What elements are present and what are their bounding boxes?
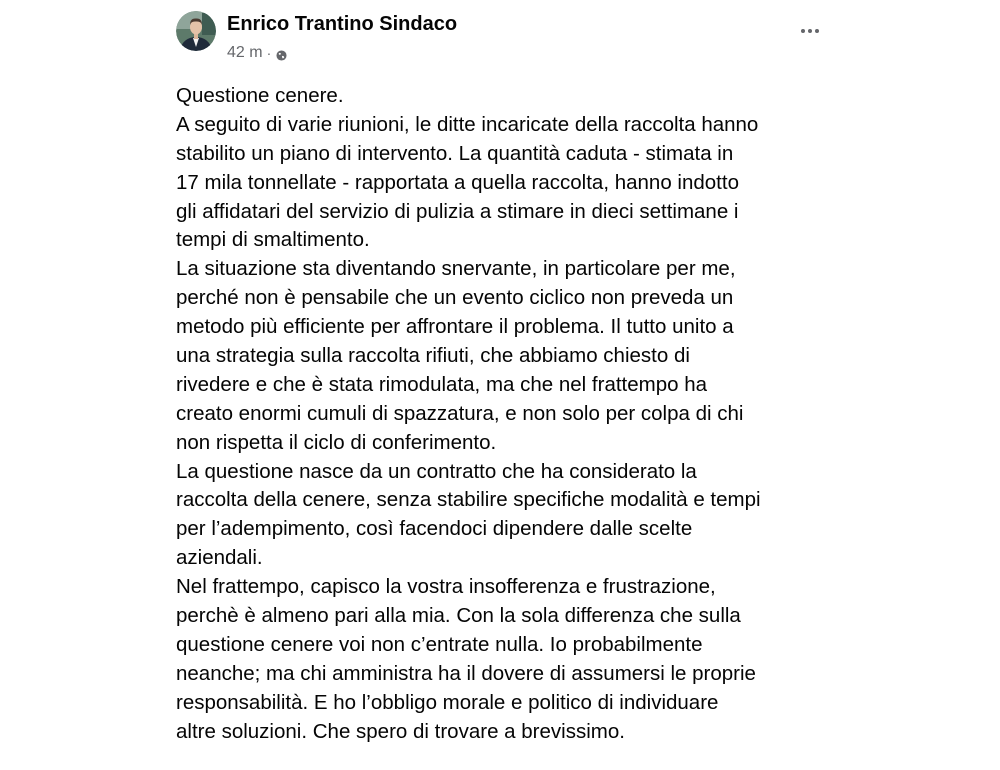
post-text-line: una strategia sulla raccolta rifiuti, che abbiamo chiesto di [176, 344, 690, 368]
avatar-photo [176, 11, 216, 51]
meta-separator: · [266, 45, 272, 61]
post-text-line: Questione cenere. [176, 84, 344, 107]
post-text-line: La questione nasce da un contratto che ha considerato la [176, 459, 697, 483]
post-meta [227, 44, 287, 62]
post-text-line: perché non è pensabile che un evento ciclico non preveda un [176, 286, 734, 310]
post-text-line: perchè è almeno pari alla mia. Con la sola differenza che sulla [176, 604, 741, 628]
post-text-line: creato enormi cumuli di spazzatura, e non solo per colpa di chi [176, 401, 744, 425]
post-text-line: raccolta della cenere, senza stabilire specifiche modalità e tempi [176, 488, 761, 512]
post-text-line: gli affidatari del servizio di pulizia a stimare in dieci settimane i [176, 199, 739, 223]
post-text-line: metodo più efficiente per affrontare il problema. Il tutto unito a [176, 315, 734, 339]
post-text-line: 17 mila tonnellate - rapportata a quella raccolta, hanno indotto [176, 170, 739, 194]
more-options-button[interactable] [794, 19, 826, 43]
post-text-line: aziendali. [176, 546, 263, 570]
post-text-line: La situazione sta diventando snervante, in particolare per me, [176, 257, 736, 281]
more-horizontal-icon [801, 29, 819, 33]
globe-icon[interactable] [276, 48, 287, 59]
post-text-line: non rispetta il ciclo di conferimento. [176, 430, 497, 454]
author-name[interactable]: Enrico Trantino Sindaco [227, 13, 458, 35]
post-text-line: tempi di smaltimento. [176, 228, 370, 252]
post-text-line: Nel frattempo, capisco la vostra insofferenza e frustrazione, [176, 575, 716, 599]
post-body [176, 82, 836, 746]
author-avatar[interactable] [176, 11, 216, 51]
post-text-line: per l’adempimento, così facendoci dipendere dalle scelte [176, 517, 693, 541]
post-text-line: rivedere e che è stata rimodulata, ma che nel frattempo ha [176, 372, 708, 396]
post-header [176, 11, 826, 59]
post-text-line: neanche; ma chi amministra ha il dovere di assumersi le proprie [176, 661, 756, 685]
post-text-line: responsabilità. E ho l’obbligo morale e politico di individuare [176, 690, 719, 714]
post-text-line: questione cenere voi non c’entrate nulla. Io probabilmente [176, 632, 703, 656]
post-text-line: A seguito di varie riunioni, le ditte incaricate della raccolta hanno [176, 112, 759, 136]
post-text-line: altre soluzioni. Che spero di trovare a brevissimo. [176, 719, 625, 743]
post-text-line: stabilito un piano di intervento. La quantità caduta - stimata in [176, 141, 734, 165]
post-timestamp[interactable]: 42 m [227, 44, 263, 61]
